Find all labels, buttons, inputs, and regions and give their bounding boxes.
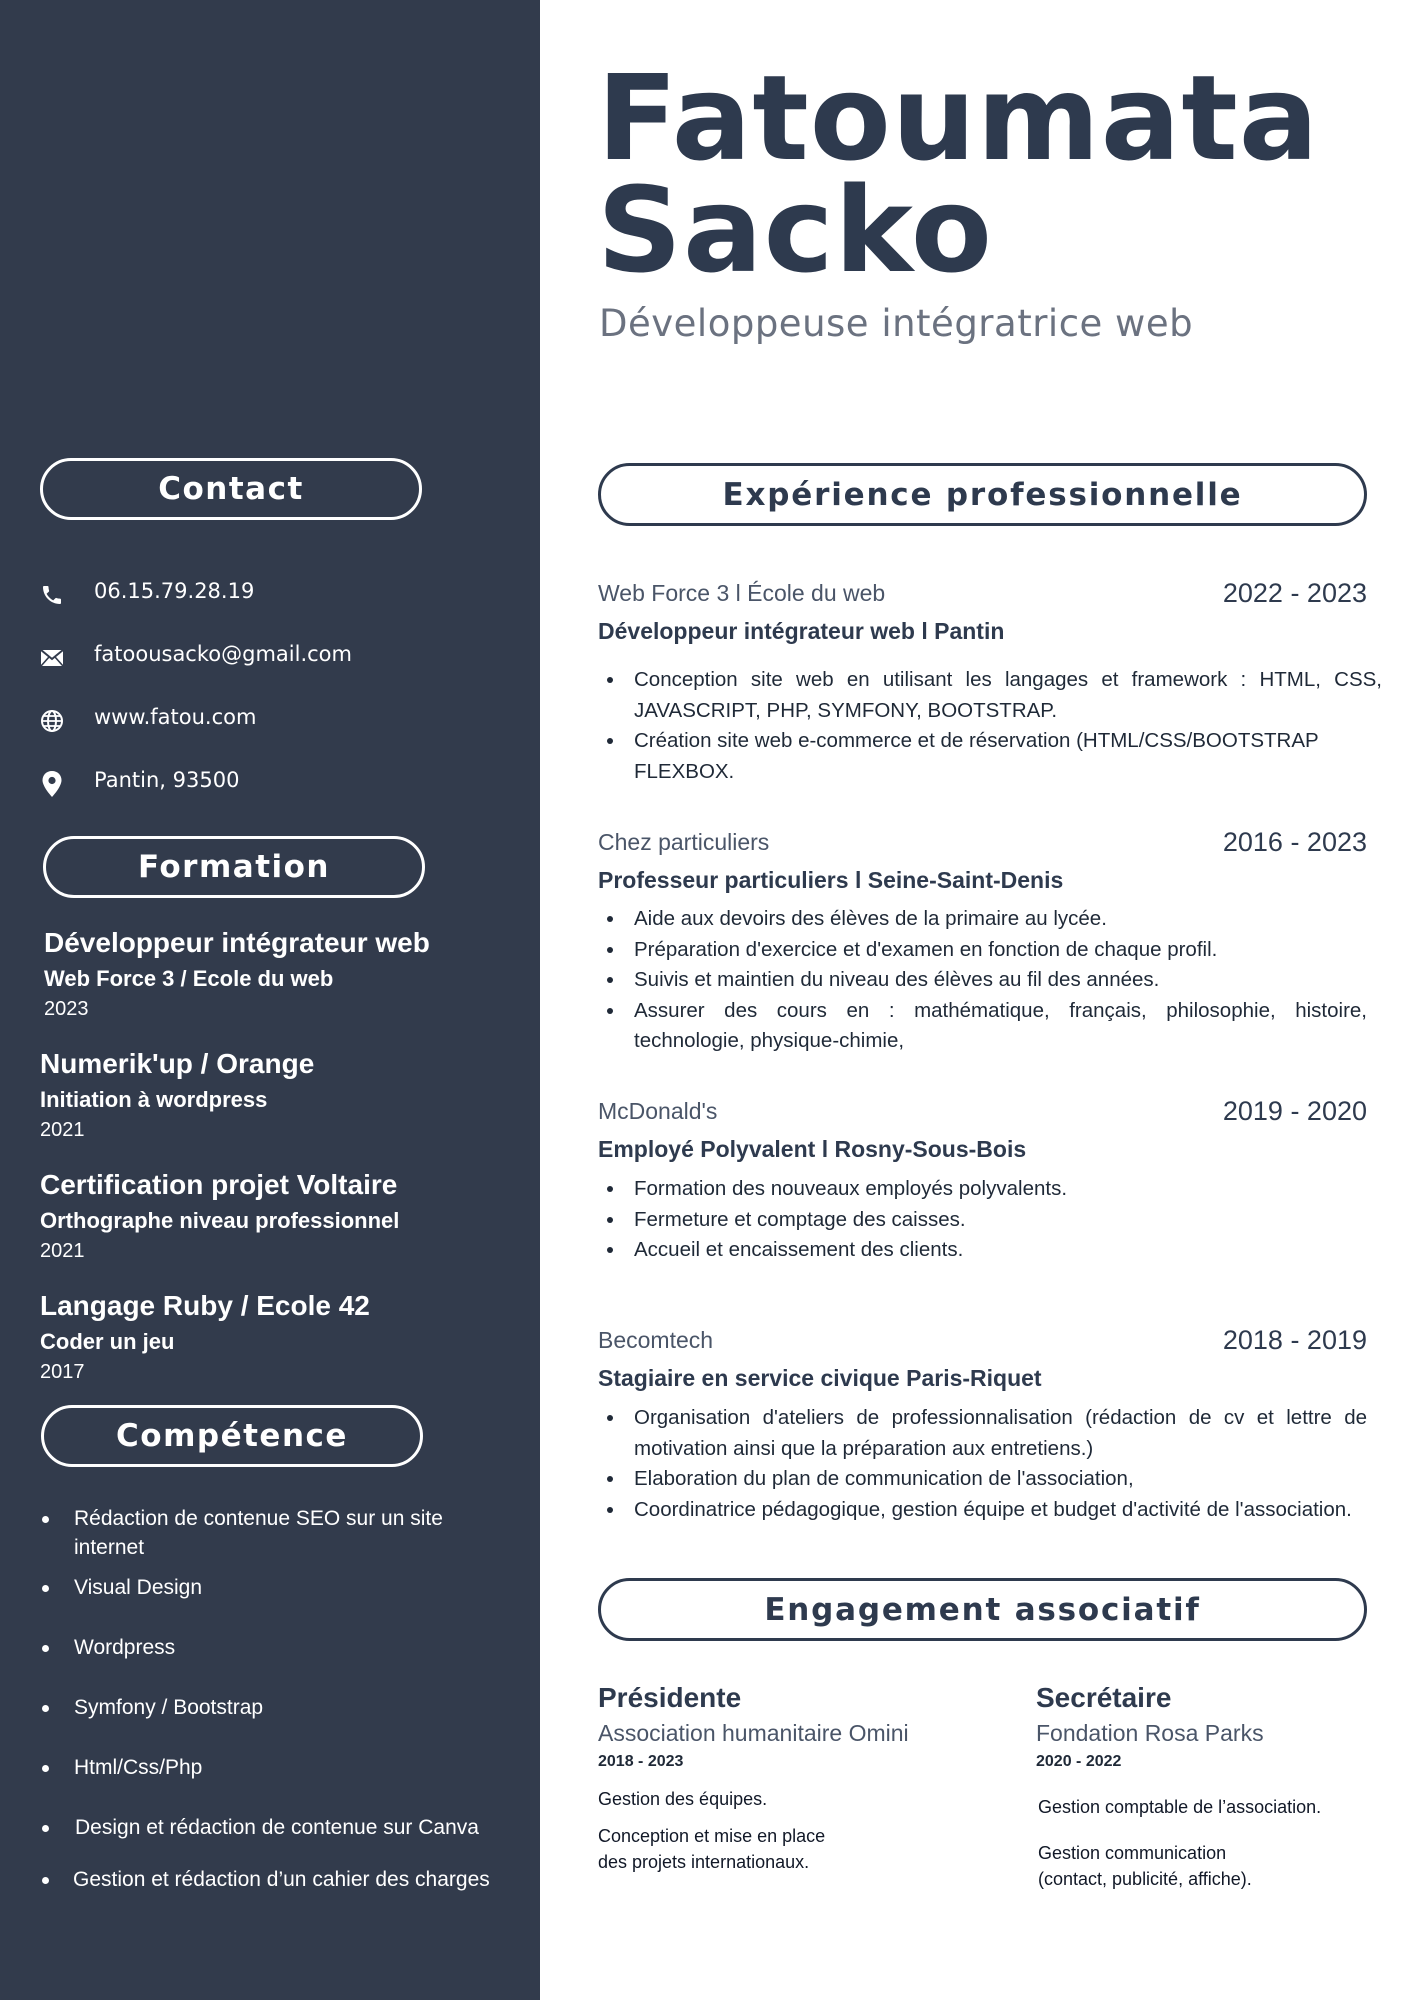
job-role: Développeur intégrateur web l Pantin xyxy=(598,618,1005,644)
globe-icon xyxy=(38,707,66,735)
engagement-entry xyxy=(598,1680,978,1872)
education-title: Développeur intégrateur web xyxy=(44,927,430,958)
engagement-role: Présidente xyxy=(598,1682,742,1713)
contact-phone-text: 06.15.79.28.19 xyxy=(94,579,255,603)
job-period: 2018 - 2019 xyxy=(1222,1325,1367,1355)
page-title xyxy=(597,49,1320,299)
job-period: 2019 - 2020 xyxy=(1222,1096,1367,1126)
engagement-description: Conception et mise en place xyxy=(598,1826,826,1846)
job-bullet: Organisation d'ateliers de professionnalisation (rédaction de cv et lettre de motivation ainsi que la préparation aux entretiens.) xyxy=(598,1403,1367,1464)
contact-email xyxy=(38,638,352,678)
location-pin-icon xyxy=(38,770,66,798)
skill-item: Wordpress xyxy=(40,1633,520,1662)
job-bullet: Assurer des cours en : mathématique, français, philosophie, histoire, technologie, physique-chimie, xyxy=(598,996,1367,1057)
job-bullet: Formation des nouveaux employés polyvalents. xyxy=(598,1174,1367,1205)
skill-item: Symfony / Bootstrap xyxy=(40,1693,520,1722)
education-item xyxy=(40,1167,520,1265)
job-company: Chez particuliers xyxy=(598,829,770,855)
first-name: Fatoumata xyxy=(597,49,1320,187)
skill-item: Gestion et rédaction d’un cahier des charges xyxy=(40,1865,520,1894)
engagement-heading xyxy=(598,1578,1367,1641)
education-school: Web Force 3 / Ecole du web xyxy=(44,966,334,991)
contact-heading-label: Contact xyxy=(158,471,304,507)
contact-location xyxy=(38,764,240,804)
education-heading xyxy=(43,836,425,898)
education-item xyxy=(40,1046,520,1144)
education-item xyxy=(44,925,524,1023)
education-school: Orthographe niveau professionnel xyxy=(40,1208,400,1233)
job-title: Développeuse intégratrice web xyxy=(599,302,1194,345)
engagement-entry xyxy=(1036,1680,1414,1889)
job-bullets xyxy=(598,1174,1367,1266)
job-bullet: Coordinatrice pédagogique, gestion équipe et budget d'activité de l'association. xyxy=(598,1495,1367,1526)
job-bullet: Suivis et maintien du niveau des élèves au fil des années. xyxy=(598,965,1367,996)
job-role: Employé Polyvalent l Rosny-Sous-Bois xyxy=(598,1136,1027,1162)
sidebar xyxy=(0,0,540,2000)
skill-item: Html/Css/Php xyxy=(40,1753,520,1782)
engagement-organization: Fondation Rosa Parks xyxy=(1036,1720,1264,1746)
engagement-period: 2018 - 2023 xyxy=(598,1753,684,1770)
education-school: Initiation à wordpress xyxy=(40,1087,268,1112)
engagement-role: Secrétaire xyxy=(1036,1682,1172,1713)
engagement-description: Gestion communication xyxy=(1038,1843,1227,1863)
engagement-description: (contact, publicité, affiche). xyxy=(1038,1869,1252,1889)
education-year: 2017 xyxy=(40,1361,85,1383)
contact-website-text[interactable]: www.fatou.com xyxy=(94,705,257,729)
education-year: 2023 xyxy=(44,998,89,1020)
skills-heading-label: Compétence xyxy=(116,1418,348,1454)
job-bullet: Préparation d'exercice et d'examen en fonction de chaque profil. xyxy=(598,935,1367,966)
job-bullet: Aide aux devoirs des élèves de la primaire au lycée. xyxy=(598,904,1367,935)
skill-item: Visual Design xyxy=(40,1573,520,1602)
education-school: Coder un jeu xyxy=(40,1329,175,1354)
education-item xyxy=(40,1288,520,1386)
experience-heading xyxy=(598,463,1367,526)
job-bullet: Fermeture et comptage des caisses. xyxy=(598,1205,1367,1236)
engagement-description: Gestion des équipes. xyxy=(598,1789,768,1809)
job-bullets xyxy=(598,665,1382,787)
job-bullets xyxy=(598,904,1367,1057)
job-bullet: Conception site web en utilisant les langages et framework : HTML, CSS, JAVASCRIPT, PHP, SYMFONY, BOOTSTRAP. xyxy=(598,665,1382,726)
education-year: 2021 xyxy=(40,1119,85,1141)
job-bullets xyxy=(598,1403,1367,1525)
engagement-heading-label: Engagement associatif xyxy=(764,1591,1201,1628)
job-bullet: Elaboration du plan de communication de l'association, xyxy=(598,1464,1367,1495)
engagement-description: Gestion comptable de l’association. xyxy=(1038,1797,1322,1817)
job-period: 2016 - 2023 xyxy=(1222,827,1367,857)
job-role: Professeur particuliers l Seine-Saint-Denis xyxy=(598,867,1064,893)
education-heading-label: Formation xyxy=(137,849,331,885)
job-company: McDonald's xyxy=(598,1098,718,1124)
skills-heading xyxy=(41,1405,423,1467)
mail-icon xyxy=(38,644,66,672)
last-name: Sacko xyxy=(597,161,993,299)
contact-website xyxy=(38,701,257,741)
education-title: Numerik'up / Orange xyxy=(40,1048,315,1079)
job-company: Web Force 3 l École du web xyxy=(598,580,886,606)
education-title: Certification projet Voltaire xyxy=(40,1169,398,1200)
skill-item: Rédaction de contenue SEO sur un site internet xyxy=(40,1504,460,1562)
engagement-description: des projets internationaux. xyxy=(598,1852,810,1872)
contact-email-text[interactable]: fatoousacko@gmail.com xyxy=(94,642,352,666)
job-bullet: Création site web e-commerce et de réservation (HTML/CSS/BOOTSTRAP FLEXBOX. xyxy=(598,726,1343,787)
phone-icon xyxy=(38,581,66,609)
job-period: 2022 - 2023 xyxy=(1222,578,1367,608)
experience-heading-label: Expérience professionnelle xyxy=(722,476,1243,513)
education-title: Langage Ruby / Ecole 42 xyxy=(40,1290,370,1321)
job-role: Stagiaire en service civique Paris-Riquet xyxy=(598,1365,1042,1391)
engagement-organization: Association humanitaire Omini xyxy=(598,1720,909,1746)
engagement-period: 2020 - 2022 xyxy=(1036,1753,1122,1770)
education-year: 2021 xyxy=(40,1240,85,1262)
contact-location-text: Pantin, 93500 xyxy=(94,768,240,792)
skill-item: Design et rédaction de contenue sur Canva xyxy=(40,1813,520,1842)
contact-heading xyxy=(40,458,422,520)
contact-phone xyxy=(38,575,255,615)
job-company: Becomtech xyxy=(598,1327,714,1353)
job-bullet: Accueil et encaissement des clients. xyxy=(598,1235,1367,1266)
